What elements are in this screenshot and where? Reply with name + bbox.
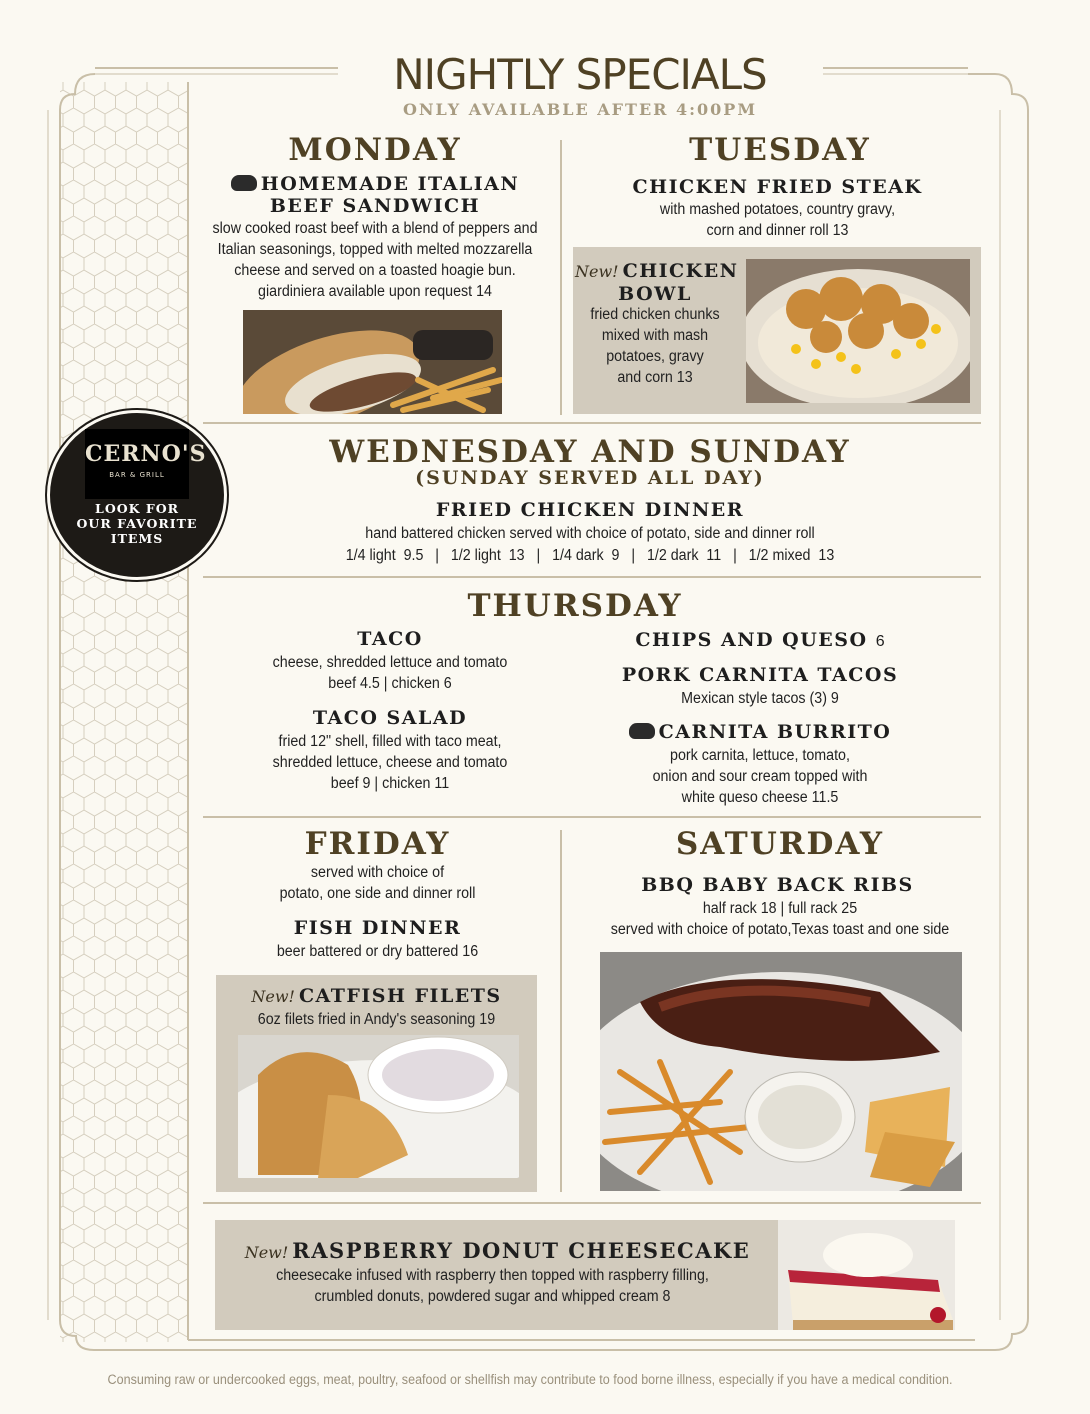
- catfish-title: [216, 985, 537, 1007]
- cernos-logo: [85, 429, 207, 499]
- chips-queso-price: 6: [875, 633, 885, 650]
- new-tag: New!: [251, 987, 295, 1006]
- desc-line: fried 12" shell, filled with taco meat,: [278, 733, 502, 750]
- day-heading-monday: MONDAY: [288, 132, 462, 168]
- day-heading-thursday: THURSDAY: [467, 588, 683, 624]
- page-title: NIGHTLY SPECIALS: [393, 50, 767, 99]
- chicken-bowl-description: [581, 304, 728, 388]
- fried-chicken-prices: 1/4 light 9.5 | 1/2 light 13 | 1/4 dark 9 | 1/2 dark 11 | 1/2 mixed 13: [345, 547, 835, 564]
- desc-line: fried chicken chunks: [590, 306, 720, 323]
- burrito-title: [600, 721, 920, 743]
- ribs-photo: [600, 952, 962, 1191]
- cheesecake-description: [233, 1265, 753, 1307]
- bowl-title-line1: CHICKEN: [622, 260, 739, 282]
- divider: [203, 422, 981, 424]
- divider: [203, 816, 981, 818]
- desc-line: crumbled donuts, powdered sugar and whipped cream 8: [314, 1288, 671, 1305]
- beef-sandwich-photo: [243, 310, 502, 414]
- burrito-label: CARNITA BURRITO: [658, 721, 892, 743]
- desc-line: cheese, shredded lettuce and tomato: [272, 654, 508, 671]
- day-heading-saturday: SATURDAY: [675, 826, 885, 862]
- new-tag: New!: [244, 1243, 289, 1262]
- chicken-bowl-title: [575, 260, 739, 305]
- taco-title: TACO: [357, 628, 423, 650]
- chips-queso-label: CHIPS AND QUESO: [635, 629, 868, 651]
- favorite-items-badge: [47, 410, 227, 580]
- burrito-description: [613, 745, 907, 808]
- desc-line: potato, one side and dinner roll: [279, 885, 476, 902]
- divider: [203, 576, 981, 578]
- bowl-title-line2: BOWL: [618, 283, 692, 305]
- ribs-price: half rack 18 | full rack 25: [702, 900, 858, 917]
- chips-queso-title: [600, 629, 920, 651]
- desc-line: Italian seasonings, topped with melted mozzarella: [217, 241, 533, 258]
- monday-description: [200, 218, 550, 302]
- pork-tacos-title: PORK CARNITA TACOS: [621, 664, 899, 686]
- fried-chicken-title: FRIED CHICKEN DINNER: [435, 499, 745, 521]
- desc-line: pork carnita, lettuce, tomato,: [670, 747, 850, 764]
- new-tag: New!: [575, 262, 619, 281]
- ribs-description: served with choice of potato,Texas toast and one side: [610, 921, 950, 938]
- logo-sub-text: BAR & GRILL: [109, 471, 165, 479]
- ribs-title: BBQ BABY BACK RIBS: [641, 874, 914, 896]
- sunday-note: (SUNDAY SERVED ALL DAY): [415, 467, 765, 489]
- desc-line: beef 4.5 | chicken 6: [328, 675, 452, 692]
- tuesday-item-title: CHICKEN FRIED STEAK: [632, 176, 923, 198]
- fish-dinner-title: FISH DINNER: [293, 917, 462, 939]
- badge-caption-line: LOOK FOR: [95, 501, 179, 516]
- desc-line: slow cooked roast beef with a blend of peppers and: [212, 220, 538, 237]
- desc-line: corn and dinner roll 13: [706, 222, 849, 239]
- desc-line: onion and sour cream topped with: [652, 768, 868, 785]
- favorite-icon: [629, 723, 655, 739]
- tuesday-description: [605, 199, 950, 241]
- favorite-icon: [231, 175, 257, 191]
- monday-item-line2: BEEF SANDWICH: [269, 195, 481, 217]
- food-safety-disclaimer: Consuming raw or undercooked eggs, meat, poultry, seafood or shellfish may contribute to food borne illness, especially if you have a medical condition.: [107, 1372, 953, 1387]
- pork-tacos-description: Mexican style tacos (3) 9: [681, 690, 839, 707]
- desc-line: beef 9 | chicken 11: [330, 775, 450, 792]
- monday-item-title: [210, 173, 540, 217]
- cheesecake-photo: [778, 1220, 955, 1330]
- cheesecake-label: RASPBERRY DONUT CHEESECAKE: [292, 1238, 751, 1263]
- chicken-bowl-photo: [746, 259, 970, 403]
- taco-description: [234, 652, 547, 694]
- desc-line: mixed with mash: [601, 327, 709, 344]
- catfish-description: 6oz filets fried in Andy's seasoning 19: [257, 1011, 496, 1028]
- desc-line: cheesecake infused with raspberry then topped with raspberry filling,: [276, 1267, 709, 1284]
- desc-line: giardiniera available upon request 14: [258, 283, 492, 300]
- desc-line: with mashed potatoes, country gravy,: [659, 201, 896, 218]
- desc-line: white queso cheese 11.5: [681, 789, 839, 806]
- divider: [560, 830, 562, 1192]
- badge-caption-line: OUR FAVORITE: [76, 516, 198, 531]
- divider: [203, 1202, 981, 1204]
- logo-brand-text: CERNO'S: [85, 441, 207, 467]
- fish-dinner-description: beer battered or dry battered 16: [276, 943, 479, 960]
- divider: [560, 140, 562, 415]
- page-subtitle: ONLY AVAILABLE AFTER 4:00PM: [402, 100, 758, 119]
- fried-chicken-description: hand battered chicken served with choice of potato, side and dinner roll: [365, 525, 815, 542]
- desc-line: shredded lettuce, cheese and tomato: [272, 754, 508, 771]
- day-heading-wednesday-sunday: WEDNESDAY AND SUNDAY: [329, 434, 851, 470]
- desc-line: served with choice of: [310, 864, 445, 881]
- day-heading-tuesday: TUESDAY: [689, 132, 871, 168]
- desc-line: potatoes, gravy: [606, 348, 704, 365]
- taco-salad-title: TACO SALAD: [312, 707, 468, 729]
- catfish-label: CATFISH FILETS: [298, 985, 502, 1007]
- friday-intro: [223, 862, 531, 904]
- day-heading-friday: FRIDAY: [304, 826, 451, 862]
- taco-salad-description: [234, 731, 547, 794]
- badge-caption-line: ITEMS: [110, 531, 164, 546]
- cheesecake-title: [220, 1238, 775, 1263]
- desc-line: and corn 13: [617, 369, 693, 386]
- desc-line: cheese and served on a toasted hoagie bun.: [234, 262, 516, 279]
- catfish-photo: [238, 1035, 519, 1178]
- monday-item-line1: HOMEMADE ITALIAN: [260, 173, 520, 195]
